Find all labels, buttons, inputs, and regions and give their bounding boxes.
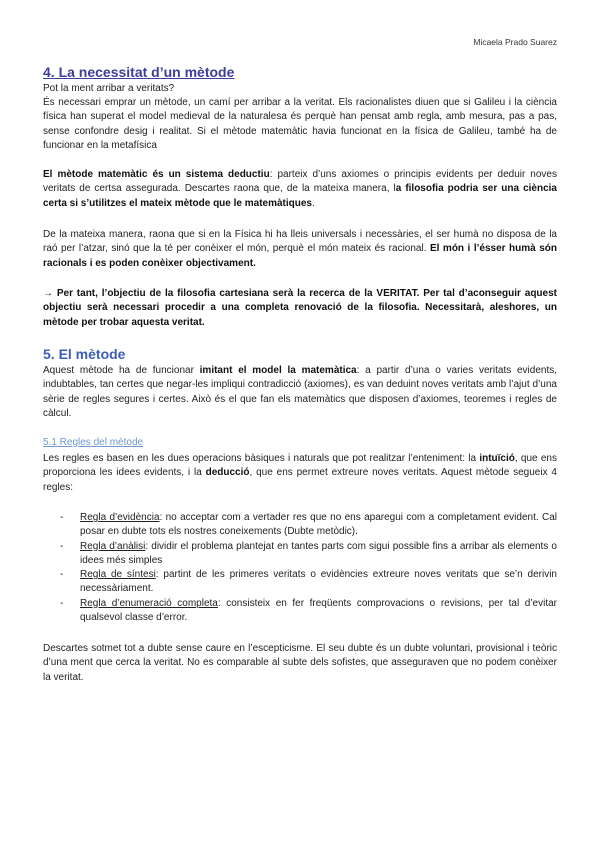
section-5-heading: 5. El mètode (43, 346, 126, 362)
rule-item (60, 597, 557, 626)
rule-text: : dividir el problema plantejat en tantes parts com sigui possible fins a arribar als elements o idees més simples (80, 540, 557, 566)
paragraph-text: , que ens permet extreure noves veritats. Aquest mètode segueix 4 regles: (43, 467, 557, 493)
section-4-heading: 4. La necessitat d’un mètode (43, 64, 235, 80)
section-5-paragraph-3: Descartes sotmet tot a dubte sense caure en l’escepticisme. El seu dubte és un dubte voluntari, provisional i teòric d’una ment que cerca la veritat. No es comparable al subte dels sofistes, que asseguraven que no podem conèixer la veritat. (43, 643, 557, 683)
rule-name: Regla d’enumeració completa (80, 597, 218, 609)
rule-item (60, 511, 557, 540)
bold-text: deducció (205, 467, 250, 479)
paragraph-text: : parteix d’uns axiomes o principis evidents per deduir noves veritats de certsa assegurada. Descartes raona que, de la mateixa manera, l (43, 169, 557, 195)
author-name: Micaela Prado Suarez (473, 37, 557, 47)
section-4-paragraph-2 (43, 168, 557, 211)
paragraph-text: , que ens proporciona les idees evidents, i la (43, 453, 557, 479)
rule-name: Regla d’evidència (80, 512, 160, 523)
list-dash: - (60, 597, 64, 609)
section-4-paragraph-1: És necessari emprar un mètode, un camí per arribar a la veritat. Els racionalistes diuen que si Galileu i la ciència física han superat el model medieval de la naturalesa és perquè han pensat amb regla, amb mesura, pas a pas, sense confondre desig i realitat. Si el mètode matemàtic havia funcionat en la física de Galileu, també ha de funcionar en la metafísica (43, 97, 557, 151)
list-dash: - (60, 512, 64, 523)
paragraph-text: . (312, 197, 315, 209)
paragraph-text: : a partir d’una o varies veritats evidents, indubtables, tan certes que negar-les impliqui contradicció (axiomes), es van deduint noves veritats amb l’ajut d’una sèrie de regles segures i certes. Això és el que fan els matemàtics que disposen d’axiomes, teoremes i regles de càlcul. (43, 365, 557, 419)
bold-text: intuïció (479, 453, 515, 464)
bold-text: El món i l’ésser humà són racionals i es poden conèixer objectivament. (43, 243, 557, 269)
bold-text: → Per tant, l’objectiu de la filosofia cartesiana serà la recerca de la VERITAT. Per tal d’aconseguir aquest objectiu serà necessari procedir a una completa renovació de la filosofia. Necessitarà, aleshores, un mètode per trobar aquesta veritat. (43, 288, 557, 328)
bold-text: imitant el model la matemàtica (199, 365, 357, 376)
list-dash: - (60, 540, 64, 552)
rule-text: : no acceptar com a vertader res que no ens aparegui com a completament evident. Cal posar en dubte tots els nostres coneixements (Dubte metòdic). (80, 512, 557, 538)
rule-item (60, 568, 557, 597)
paragraph-text: Aquest mètode ha de funcionar (43, 365, 200, 376)
paragraph-text: De la mateixa manera, raona que si en la Física hi ha lleis universals i necessàries, el ser humà no disposa de la raó per l’atzar, sinó que la té per conèixer el món, perquè el món mateix és racional. (43, 229, 557, 255)
rule-text: : consisteix en fer freqüents comprovacions o revisions, per tal d’evitar qualsevol classe d’error. (80, 597, 557, 624)
rule-item (60, 540, 557, 569)
list-dash: - (60, 569, 64, 581)
paragraph-text: Les regles es basen en les dues operacions bàsiques i naturals que pot realitzar l’enteniment: la (43, 453, 480, 464)
section-5-paragraph-2 (43, 452, 557, 495)
bold-text: a filosofia podria ser una ciència certa si s’utilitzes el mateix mètode que le matemàtiques (43, 183, 557, 209)
subsection-5-1-heading: 5.1 Regles del mètode (43, 437, 144, 448)
rule-name: Regla de síntesi (80, 569, 156, 581)
section-4-conclusion (43, 287, 557, 330)
rule-name: Regla d’anàlisi (80, 540, 146, 552)
section-5-paragraph-1 (43, 364, 557, 421)
section-4-paragraph-3 (43, 228, 557, 271)
rule-text: : partint de les primeres veritats o evidències extreure noves veritats que se’n derivin necessàriament. (80, 569, 557, 595)
rules-list (60, 511, 557, 625)
section-4-question: Pot la ment arribar a veritats? (43, 83, 175, 94)
bold-text: El mètode matemàtic és un sistema deductiu (43, 169, 270, 180)
